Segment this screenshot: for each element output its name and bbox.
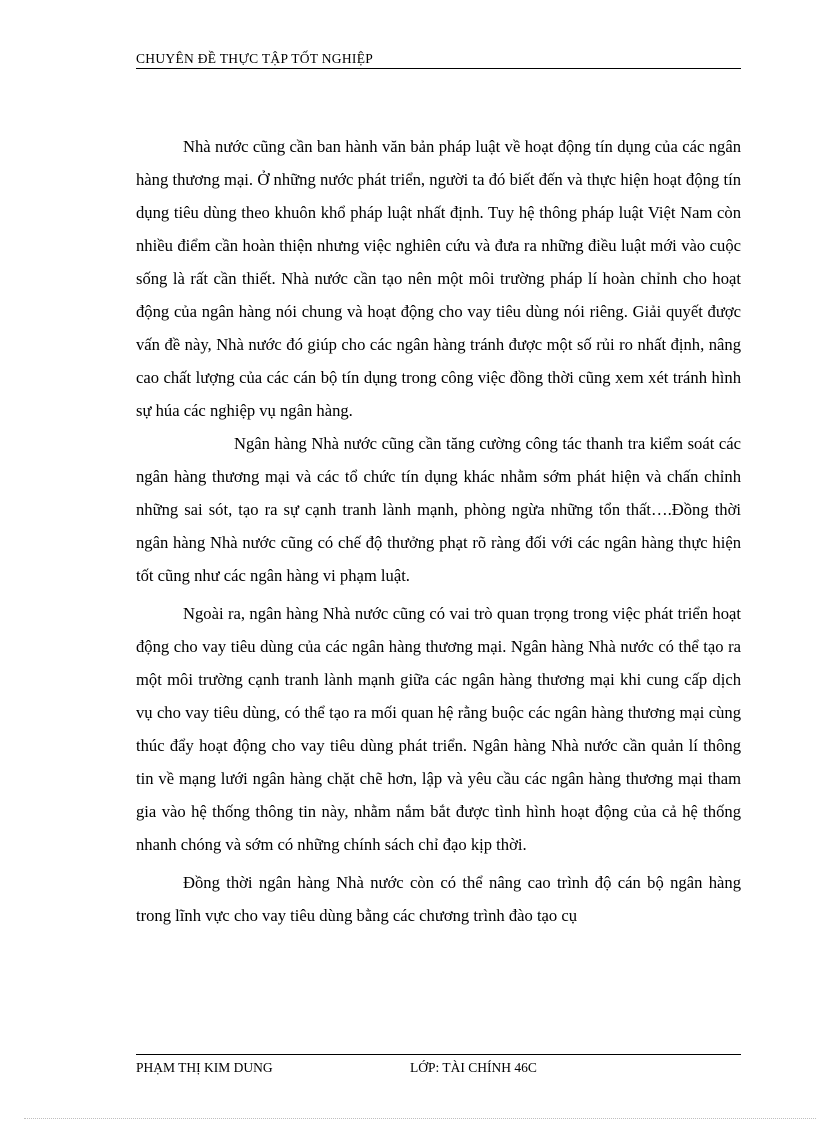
- page-boundary-divider: [24, 1118, 816, 1119]
- page-header: [136, 50, 741, 69]
- page-footer: [136, 1054, 741, 1079]
- paragraph-inspection: Ngân hàng Nhà nước cũng cần tăng cường công tác thanh tra kiểm soát các ngân hàng thương mại và các tổ chức tín dụng khác nhằm sớm phát hiện và chấn chỉnh những sai sót, tạo ra sự cạnh tranh lành mạnh, phòng ngừa những tổn thất….Đồng thời ngân hàng Nhà nước cũng có chế độ thưởng phạt rõ ràng đối với các ngân hàng thực hiện tốt cũng như các ngân hàng vi phạm luật.: [136, 434, 741, 585]
- footer-author: PHẠM THỊ KIM DUNG: [136, 1060, 273, 1075]
- header-title: CHUYÊN ĐỀ THỰC TẬP TỐT NGHIỆP: [136, 51, 374, 66]
- paragraph-competition: Ngoài ra, ngân hàng Nhà nước cũng có vai trò quan trọng trong việc phát triển hoạt động cho vay tiêu dùng của các ngân hàng thương mại. Ngân hàng Nhà nước có thể tạo ra một môi trường cạnh tranh lành mạnh giữa các ngân hàng thương mại khi cung cấp dịch vụ cho vay tiêu dùng, có thể tạo ra mối quan hệ rằng buộc các ngân hàng thương mại cùng thúc đẩy hoạt động cho vay tiêu dùng phát triển. Ngân hàng Nhà nước cần quản lí thông tin về mạng lưới ngân hàng chặt chẽ hơn, lập và yêu cầu các ngân hàng thương mại tham gia vào hệ thống thông tin này, nhằm nắm bắt được tình hình hoạt động của cả hệ thống nhanh chóng và sớm có những chính sách chỉ đạo kịp thời.: [136, 604, 741, 854]
- paragraph-legal-framework: Nhà nước cũng cần ban hành văn bản pháp luật về hoạt động tín dụng của các ngân hàng thương mại. Ở những nước phát triển, người ta đó biết đến và thực hiện hoạt động tín dụng tiêu dùng theo khuôn khổ pháp luật nhất định. Tuy hệ thông pháp luật Việt Nam còn nhiều điểm cần hoàn thiện nhưng việc nghiên cứu và đưa ra những điều luật mới vào cuộc sống là rất cần thiết. Nhà nước cần tạo nên một môi trường pháp lí hoàn chỉnh cho hoạt động của ngân hàng nói chung và hoạt động cho vay tiêu dùng nói riêng. Giải quyết được vấn đề này, Nhà nước đó giúp cho các ngân hàng tránh được một số rủi ro nhất định, nâng cao chất lượng của các cán bộ tín dụng trong công việc đồng thời cũng xem xét tránh hình sự húa các nghiệp vụ ngân hàng.: [136, 137, 741, 420]
- paragraph-training: Đồng thời ngân hàng Nhà nước còn có thể nâng cao trình độ cán bộ ngân hàng trong lĩnh vực cho vay tiêu dùng bằng các chương trình đào tạo cụ: [136, 873, 741, 925]
- footer-class: LỚP: TÀI CHÍNH 46C: [410, 1060, 537, 1075]
- document-body: [136, 130, 741, 932]
